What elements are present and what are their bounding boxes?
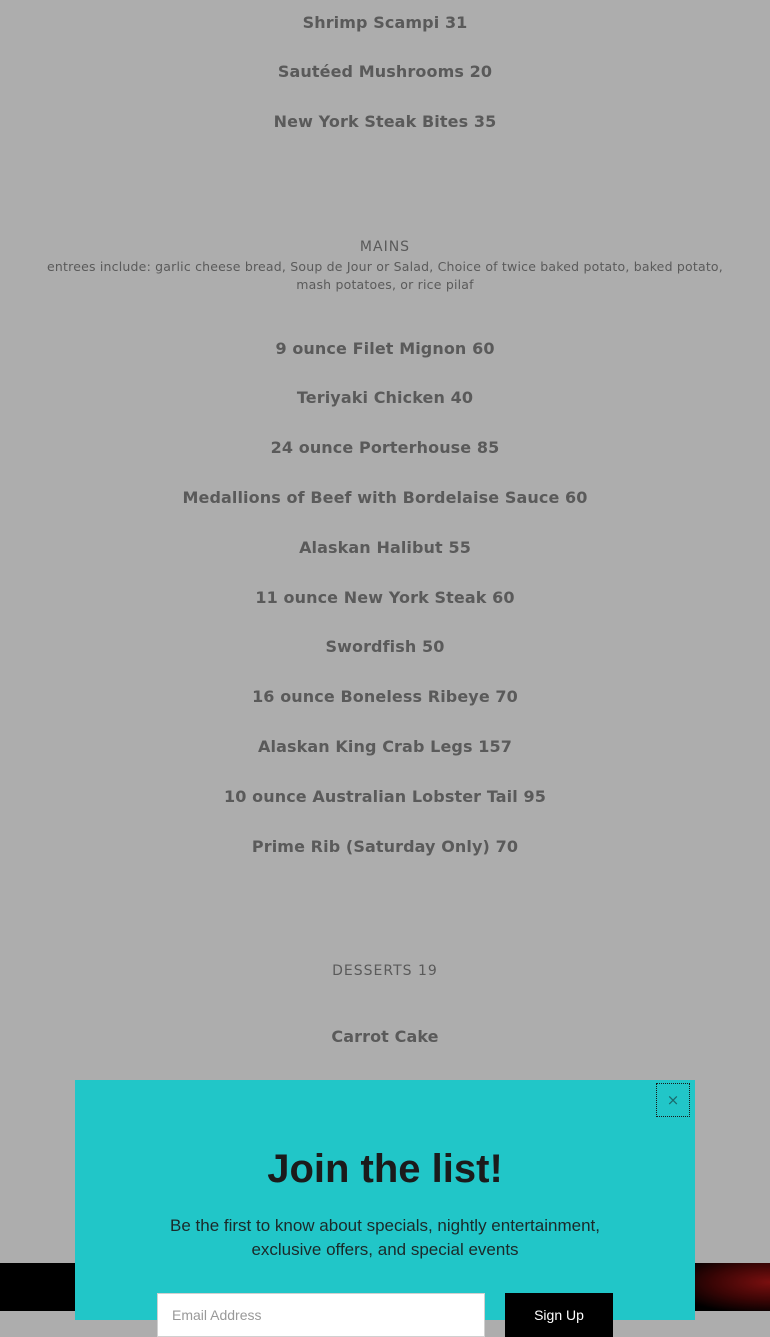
menu-item: Swordfish 50 xyxy=(325,637,445,656)
menu-item: 10 ounce Australian Lobster Tail 95 xyxy=(224,787,546,806)
popup-description: Be the first to know about specials, nightly entertainment, exclusive offers, and special events xyxy=(170,1216,600,1259)
menu-item: 11 ounce New York Steak 60 xyxy=(255,588,515,607)
menu-item: Teriyaki Chicken 40 xyxy=(296,388,474,407)
menu-item: Sautéed Mushrooms 20 xyxy=(277,62,493,81)
menu-item: Medallions of Beef with Bordelaise Sauce 60 xyxy=(182,488,588,507)
popup-title: Join the list! xyxy=(267,1147,503,1191)
menu-item: New York Steak Bites 35 xyxy=(273,112,497,131)
section-note-mains: entrees include: garlic cheese bread, Soup de Jour or Salad, Choice of twice baked potato, baked potato, mash potatoes, or rice pilaf xyxy=(47,259,723,292)
menu-item: 24 ounce Porterhouse 85 xyxy=(270,438,500,457)
close-button[interactable] xyxy=(656,1083,690,1117)
menu-item: Alaskan King Crab Legs 157 xyxy=(258,737,512,756)
signup-button[interactable]: Sign Up xyxy=(505,1293,613,1337)
menu-item: Alaskan Halibut 55 xyxy=(299,538,471,557)
email-input[interactable] xyxy=(157,1293,485,1337)
section-title-mains: MAINS xyxy=(359,239,411,255)
menu-item: Carrot Cake xyxy=(331,1027,439,1046)
menu-item: 9 ounce Filet Mignon 60 xyxy=(275,339,495,358)
close-icon: × xyxy=(666,1091,680,1109)
menu-item: 16 ounce Boneless Ribeye 70 xyxy=(252,687,518,706)
menu-item: Shrimp Scampi 31 xyxy=(302,13,468,32)
newsletter-popup xyxy=(75,1080,695,1323)
menu-item: Prime Rib (Saturday Only) 70 xyxy=(251,837,519,856)
section-title-desserts: DESSERTS 19 xyxy=(332,963,438,979)
